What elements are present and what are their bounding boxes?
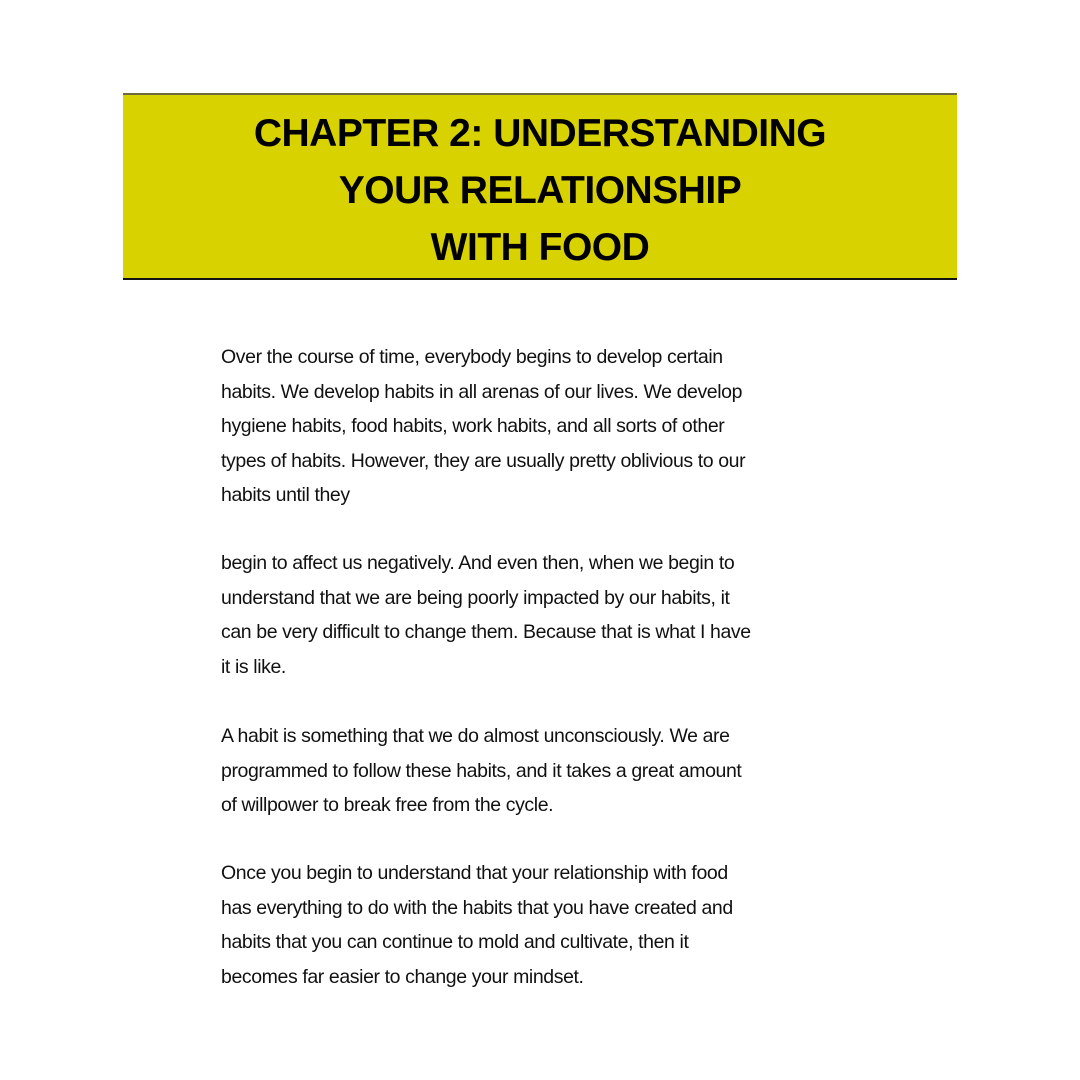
text-line: Over the course of time, everybody begins to develop certain	[221, 346, 723, 368]
text-line: of willpower to break free from the cycle.	[221, 794, 554, 816]
paragraph	[221, 856, 733, 994]
text-line: it is like.	[221, 655, 286, 678]
text-line: can be very difficult to change them. Because that is what I have	[221, 621, 751, 643]
chapter-title-line: WITH FOOD	[430, 226, 650, 269]
text-line: begin to affect us negatively. And even then, when we begin to	[221, 552, 735, 574]
chapter-title	[123, 95, 957, 276]
text-line: hygiene habits, food habits, work habits, and all sorts of other	[221, 415, 725, 437]
text-line: programmed to follow these habits, and it takes a great amount	[221, 759, 742, 782]
paragraph	[221, 546, 751, 684]
text-line: habits that you can continue to mold and cultivate, then it	[221, 931, 689, 953]
paragraph	[221, 340, 745, 513]
text-line: understand that we are being poorly impacted by our habits, it	[221, 586, 730, 609]
text-line: habits. We develop habits in all arenas of our lives. We develop	[221, 380, 743, 403]
paragraph	[221, 719, 741, 823]
text-line: becomes far easier to change your mindset.	[221, 965, 584, 988]
chapter-title-line: YOUR RELATIONSHIP	[338, 169, 742, 212]
text-line: habits until they	[221, 484, 350, 506]
chapter-title-line: CHAPTER 2: UNDERSTANDING	[253, 112, 827, 155]
text-line: has everything to do with the habits that you have created and	[221, 896, 733, 919]
chapter-title-banner	[123, 93, 957, 280]
text-line: types of habits. However, they are usually pretty oblivious to our	[221, 449, 746, 472]
text-line: A habit is something that we do almost unconsciously. We are	[221, 725, 730, 747]
text-line: Once you begin to understand that your relationship with food	[221, 862, 728, 884]
